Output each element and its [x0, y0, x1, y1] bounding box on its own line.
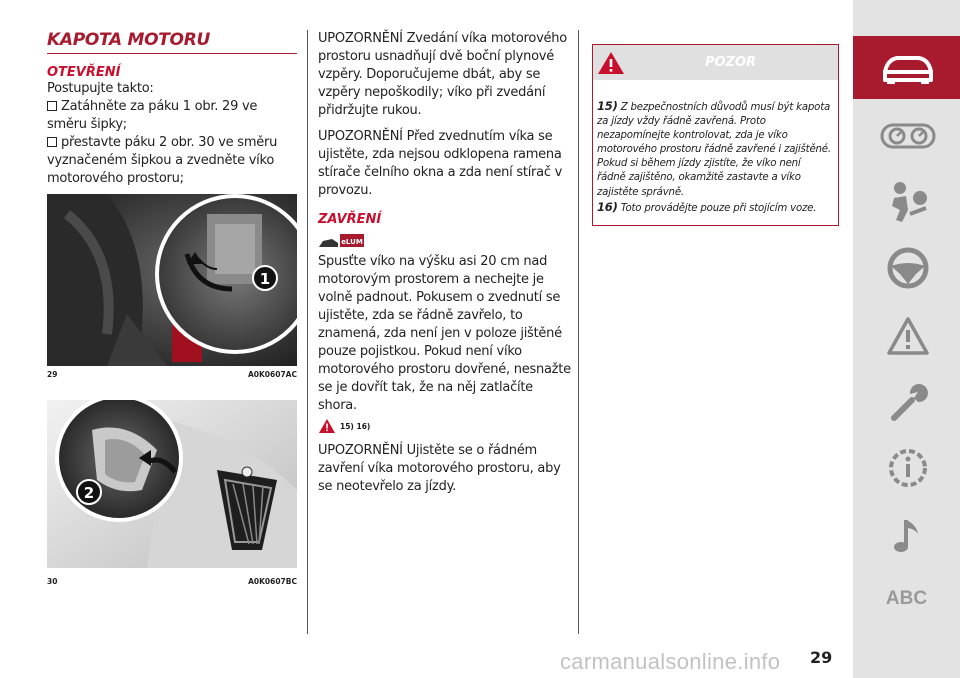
chapter-sidebar — [853, 0, 960, 678]
airbag-person-icon[interactable] — [878, 178, 938, 226]
closing-instructions: Spusťte víko na výšku asi 20 cm nad motorovým prostorem a nechejte je volně padnout. Pokusem o zvednutí se ujistěte, zda se řádně zavřelo, to znamená, zda není jen v poloze jištěné pouze pojistkou. Pokud není víko motorového prostoru dovřené, nesnažte se je dovřít tak, že na něj zatlačíte shora. — [318, 254, 571, 413]
music-note-icon[interactable] — [878, 512, 938, 560]
section-title: KAPOTA MOTORU — [47, 30, 297, 54]
notice-wipers: UPOZORNĚNÍ Před zvednutím víka se ujistěte, zda nejsou odklopena ramena stírače čelního okna a zda není stírač v provozu. — [318, 129, 563, 198]
svg-text:eLUM: eLUM — [341, 238, 363, 246]
warning-item-16-number: 16) — [597, 199, 618, 214]
figure-30-code: A0K0607BC — [248, 577, 297, 586]
info-gear-icon[interactable] — [878, 444, 938, 492]
gauges-icon[interactable] — [878, 112, 938, 160]
figure-30-badge: 2 — [83, 484, 95, 502]
warning-box — [592, 44, 839, 226]
figure-30-image — [47, 400, 297, 568]
page-number: 29 — [810, 648, 833, 667]
intro-text: Postupujte takto: — [47, 81, 154, 96]
step-1-text: Zatáhněte za páku 1 obr. 29 ve směru šipky; — [47, 99, 258, 132]
checkbox-bullet-icon — [47, 137, 57, 147]
figure-29-badge: 1 — [259, 270, 271, 288]
column-divider — [307, 30, 308, 634]
figure-30-number: 30 — [47, 577, 58, 586]
notice-check-closed: UPOZORNĚNÍ Ujistěte se o řádném zavření víka motorového prostoru, aby se neotevřelo za jízdy. — [318, 443, 561, 494]
open-subtitle: OTEVŘENÍ — [47, 65, 121, 80]
warning-item-16-text: Toto provádějte pouze při stojícím voze. — [620, 202, 817, 214]
car-icon[interactable] — [878, 44, 938, 92]
column-divider — [578, 30, 579, 634]
steering-wheel-icon[interactable] — [878, 244, 938, 292]
figure-29-caption — [47, 370, 297, 379]
elum-badge — [318, 233, 573, 249]
middle-column — [318, 30, 573, 496]
warning-body — [593, 80, 838, 216]
checkbox-bullet-icon — [47, 101, 57, 111]
step-1 — [47, 98, 297, 134]
warning-triangle-icon — [318, 418, 336, 434]
warning-item-15-number: 15) — [597, 99, 618, 113]
warning-ref — [318, 418, 573, 434]
notice-gas-struts: UPOZORNĚNÍ Zvedání víka motorového prostoru usnadňují dvě boční plynové vzpěry. Doporučujeme dbát, aby se vzpěry nepoškodily; víko při zvedání přidržujte rukou. — [318, 31, 567, 118]
warning-triangle-icon[interactable] — [878, 312, 938, 360]
figure-29-image — [47, 194, 297, 366]
sidebar-abc-index[interactable]: ABC — [885, 588, 928, 609]
wrench-icon[interactable] — [878, 378, 938, 426]
warning-ref-text: 15) 16) — [340, 421, 371, 431]
close-subtitle: ZAVŘENÍ — [318, 212, 382, 227]
step-2-text: přestavte páku 2 obr. 30 ve směru vyznačeném šipkou a zvedněte víko motorového prostoru; — [47, 135, 278, 186]
figure-29-code: A0K0607AC — [247, 370, 297, 379]
warning-item-15-text: Z bezpečnostních důvodů musí být kapota za jízdy vždy řádně zavřená. Proto nezapomínejte kontrolovat, zda je víko motorového prostoru řádně zavřené i zajištěné. Pokud si během jízdy zjistíte, že víko není řádně zajištěno, okamžitě zastavte a víko zajistěte správně. — [597, 102, 831, 198]
figure-29-number: 29 — [47, 370, 58, 379]
car-outline-icon — [319, 239, 338, 247]
left-column — [47, 30, 297, 188]
step-2 — [47, 134, 297, 188]
warning-label: POZOR — [704, 55, 757, 70]
watermark: carmanualsonline.info — [560, 649, 781, 674]
figure-30-caption — [47, 577, 297, 586]
warning-header — [593, 45, 838, 80]
